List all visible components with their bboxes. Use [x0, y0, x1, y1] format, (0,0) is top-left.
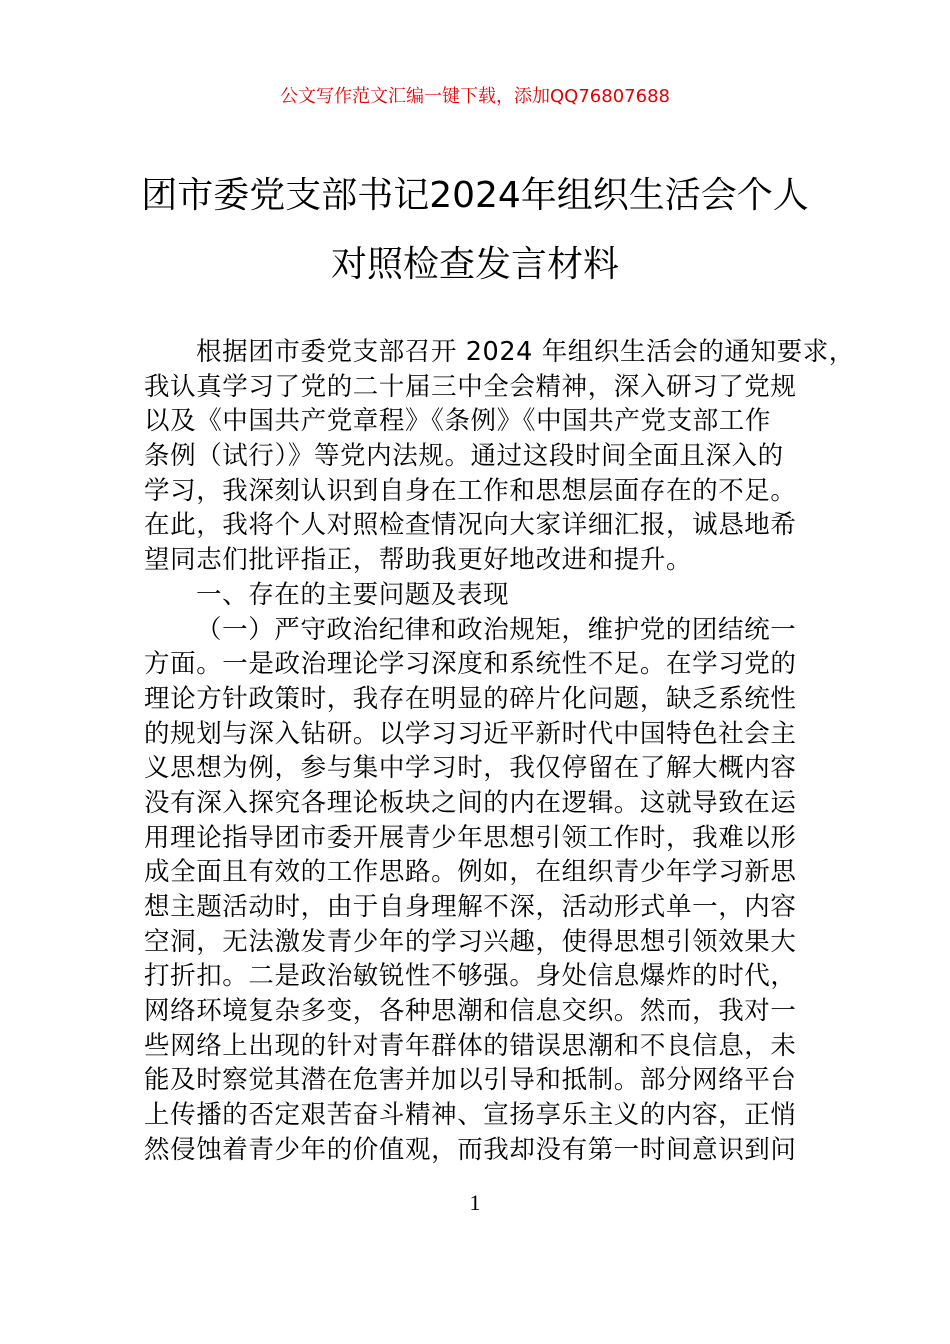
text-line: 些网络上出现的针对青年群体的错误思潮和不良信息，未 — [144, 1030, 797, 1061]
text-line: 然侵蚀着青少年的价值观，而我却没有第一时间意识到问 — [144, 1134, 797, 1165]
text-line: 一、存在的主要问题及表现 — [196, 579, 510, 610]
text-line: 网络环境复杂多变，各种思潮和信息交织。然而，我对一 — [144, 996, 797, 1027]
text-line: 条例（试行）》等党内法规。通过这段时间全面且深入的 — [144, 441, 784, 472]
text-line: 我认真学习了党的二十届三中全会精神，深入研习了党规 — [144, 371, 797, 402]
text-line: 的规划与深入钻研。以学习习近平新时代中国特色社会主 — [144, 718, 797, 749]
text-line: （一）严守政治纪律和政治规矩，维护党的团结统一 — [196, 614, 797, 645]
paragraph — [144, 613, 844, 1168]
text-line: 理论方针政策时，我存在明显的碎片化问题，缺乏系统性 — [144, 683, 797, 714]
text-line: 想主题活动时，由于自身理解不深，活动形式单一，内容 — [144, 892, 797, 922]
text-line: 以及《中国共产党章程》《条例》《中国共产党支部工作 — [144, 406, 772, 437]
document-title-line-2: 对照检查发言材料 — [330, 244, 619, 285]
text-line: 用理论指导团市委开展青少年思想引领工作时，我难以形 — [144, 822, 797, 853]
document-body — [144, 335, 855, 1168]
text-line: 根据团市委党支部召开 2024 年组织生活会的通知要求， — [196, 337, 855, 367]
text-line: 学习，我深刻认识到自身在工作和思想层面存在的不足。 — [144, 475, 797, 506]
text-line: 没有深入探究各理论板块之间的内在逻辑。这就导致在运 — [144, 787, 797, 818]
text-line: 空洞，无法激发青少年的学习兴趣，使得思想引领效果大 — [144, 926, 797, 957]
text-line: 义思想为例，参与集中学习时，我仅停留在了解大概内容 — [144, 753, 797, 784]
text-line: 能及时察觉其潜在危害并加以引导和抵制。部分网络平台 — [144, 1065, 797, 1096]
text-line: 打折扣。二是政治敏锐性不够强。身处信息爆炸的时代， — [144, 961, 797, 992]
text-line: 成全面且有效的工作思路。例如，在组织青少年学习新思 — [144, 857, 797, 888]
download-banner: 公文写作范文汇编一键下载，添加QQ76807688 — [280, 86, 670, 107]
text-line: 上传播的否定艰苦奋斗精神、宣扬享乐主义的内容，正悄 — [144, 1100, 797, 1131]
section-heading — [144, 578, 844, 613]
text-line: 方面。一是政治理论学习深度和系统性不足。在学习党的 — [144, 649, 797, 680]
paragraph — [144, 335, 855, 578]
text-line: 在此，我将个人对照检查情况向大家详细汇报，诚恳地希 — [144, 510, 797, 541]
text-line: 望同志们批评指正，帮助我更好地改进和提升。 — [144, 545, 693, 576]
page-number: 1 — [469, 1190, 481, 1215]
document-title-line-1: 团市委党支部书记2024年组织生活会个人 — [141, 175, 809, 216]
